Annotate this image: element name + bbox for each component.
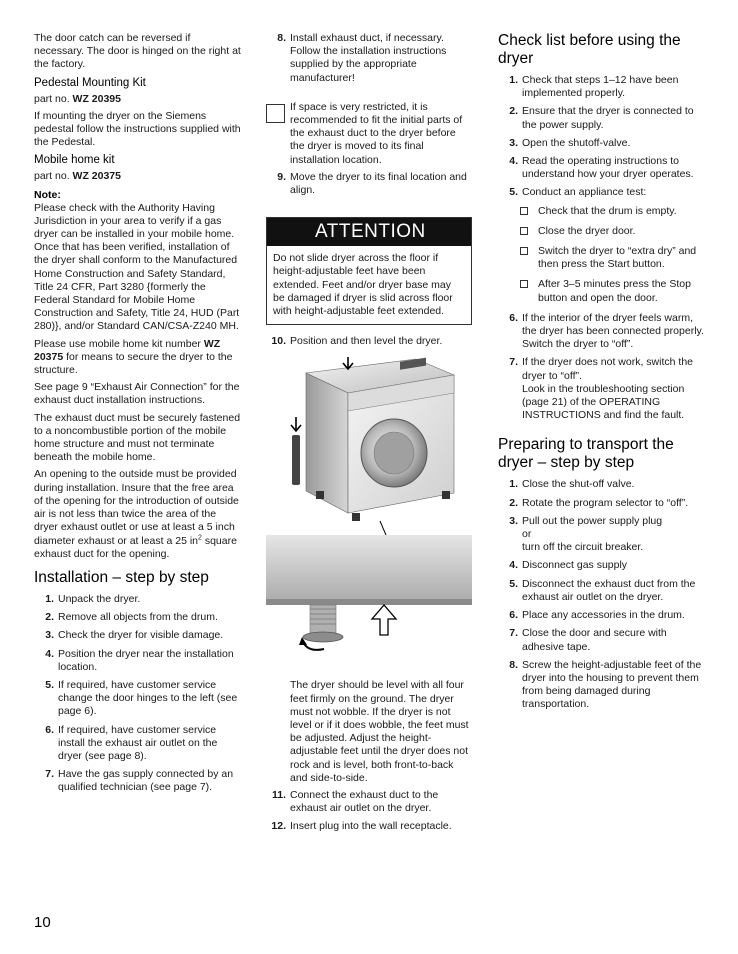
list-item: 4. Disconnect gas supply (509, 559, 628, 572)
list-item: 7. Have the gas supply connected by an qualified technician (see page 7). (45, 768, 234, 794)
dryer-leveling-illustration (266, 353, 472, 673)
checkbox-item: Check that the drum is empty. (498, 205, 706, 218)
list-item: 3. Pull out the power supply plug or turn off the circuit breaker. (509, 514, 663, 554)
attention-title: ATTENTION (267, 218, 471, 246)
closeup-dryer-base (266, 535, 472, 605)
left-column (34, 32, 242, 800)
dryer-side (306, 373, 348, 513)
transport-steps (498, 478, 706, 711)
list-item: 9. Move the dryer to its final location and align. (277, 170, 467, 197)
list-item: 1. Check that steps 1–12 have been implemented properly. (509, 74, 679, 100)
checkbox-item: After 3–5 minutes press the Stop button and open the door. (498, 278, 706, 304)
step-10-list (266, 335, 472, 348)
checkbox-square-icon (520, 280, 528, 288)
right-column (498, 32, 706, 717)
list-item: 7. If the dryer does not work, switch the dryer to “off”. Look in the troubleshooting section (page 21) of the OPERATING INSTRUCTIONS and find the fault. (509, 356, 693, 422)
list-item: 12. Insert plug into the wall receptacle. (271, 820, 452, 833)
level-text: The dryer should be level with all four feet firmly on the ground. The dryer must not wobble. If the dryer is not level or if it does wobble, the feet must be adjusted. Adjust the height-adjustable feet until the dryer does not rock and is level, both front-to-back and side-to-side. (290, 679, 469, 784)
list-item: 8. Install exhaust duct, if necessary. Follow the installation instructions supplied by the appropriate manufacturer! (277, 32, 447, 84)
checkbox-square-icon (520, 227, 528, 235)
checklist-steps (498, 74, 706, 200)
mobile-home-heading: Mobile home kit (34, 154, 115, 167)
step-9-list (266, 171, 472, 197)
door-catch-text: The door catch can be reversed if necessary. The door is hinged on the right at the factory. (34, 32, 241, 71)
list-item: 5. Disconnect the exhaust duct from the exhaust air outlet on the dryer. (509, 577, 696, 603)
pedestal-heading: Pedestal Mounting Kit (34, 76, 146, 89)
list-item: 4. Read the operating instructions to understand how your dryer operates. (509, 155, 694, 181)
checkbox-item: Switch the dryer to “extra dry” and then press the Start button. (498, 245, 706, 271)
spirit-level-icon (292, 435, 300, 485)
list-item: 4. Position the dryer near the installation location. (45, 647, 234, 673)
note-square-icon (266, 104, 285, 123)
installation-steps (34, 593, 242, 795)
list-item: 2. Rotate the program selector to “off”. (509, 496, 689, 509)
opening-text: An opening to the outside must be provided during installation. Insure that the free area of the opening for the introduction of outside air is not less than twice the area of the dryer exhaust outlet or use at least a 5 inch diameter exhaust or at least a 25 $in^2$ square exhaust duct for the opening. (34, 468, 239, 560)
note-label: Note: (34, 188, 61, 201)
checkbox-square-icon (520, 207, 528, 215)
transport-heading: Preparing to transport the dryer – step by step (498, 436, 674, 472)
list-item: 1. Unpack the dryer. (45, 592, 141, 605)
foot-icon (352, 513, 360, 521)
list-item: 6. If required, have customer service install the exhaust air outlet on the dryer (see page 8). (45, 723, 218, 762)
checklist-steps-cont (498, 312, 706, 423)
see-page-text: See page 9 “Exhaust Air Connection” for the exhaust duct installation instructions. (34, 381, 240, 407)
list-item: 5. Conduct an appliance test: (509, 186, 647, 199)
steps-8-9 (266, 32, 472, 85)
space-note: If space is very restricted, it is recommended to fit the initial parts of the exhaust duct to the dryer before the dryer is moved to its final installation location. (290, 100, 463, 166)
middle-column (266, 32, 472, 839)
list-item: 3. Check the dryer for visible damage. (45, 629, 224, 642)
installation-heading: Installation – step by step (34, 568, 209, 586)
list-item: 3. Open the shutoff-valve. (509, 136, 631, 149)
note-text: Please check with the Authority Having Jurisdiction in your area to verify if a gas dryer can be installed in your mobile home. Once that has been verified, installation of the dryer shall conform to the Manufactured Home Construction and Safety Standard, Title 24 CFR, Part 3280 {formerly the Federal Standard for Mobile Home Construction and Safety, Title 24, HUD (Part 280)}, and/or Standard CAN/CSA-Z240 MH. (34, 201, 240, 333)
list-item: 2. Ensure that the dryer is connected to the power supply. (509, 105, 694, 131)
list-item: 8. Screw the height-adjustable feet of the dryer into the housing to prevent them from being damaged during transportation. (509, 658, 702, 711)
mobile-part: part no. WZ 20375 (34, 170, 121, 183)
duct-text: The exhaust duct must be securely fastened to a noncombustible portion of the mobile home structure and must not terminate beneath the mobile home. (34, 411, 241, 464)
pedestal-part: part no. WZ 20395 (34, 92, 121, 105)
list-item: 6. If the interior of the dryer feels warm, the dryer has been connected properly. Switch the dryer to “off”. (509, 311, 704, 351)
list-item: 5. If required, have customer service change the door hinges to the left (see page 6). (45, 678, 238, 718)
list-item: 2. Remove all objects from the drum. (45, 611, 218, 624)
list-item: 7. Close the door and secure with adhesive tape. (509, 627, 667, 653)
pedestal-text: If mounting the dryer on the Siemens pedestal follow the instructions supplied with the Pedestal. (34, 109, 241, 149)
foot-icon (316, 491, 324, 499)
list-item: 10. Position and then level the dryer. (271, 335, 443, 348)
checklist-heading: Check list before using the dryer (498, 32, 681, 67)
checkbox-square-icon (520, 247, 528, 255)
list-item: 11. Connect the exhaust duct to the exhaust air outlet on the dryer. (271, 789, 439, 815)
kit-text: Please use mobile home kit number WZ 20375 for means to secure the dryer to the structure. (34, 337, 233, 377)
foot-icon (442, 491, 450, 499)
steps-11-12 (266, 789, 472, 834)
list-item: 1. Close the shut-off valve. (509, 478, 635, 491)
appliance-test-items (498, 205, 706, 305)
checkbox-item: Close the dryer door. (498, 225, 706, 238)
page-number: 10 (34, 914, 51, 931)
attention-box (266, 217, 472, 325)
list-item: 6. Place any accessories in the drum. (509, 609, 685, 622)
attention-text: Do not slide dryer across the floor if height-adjustable feet have been extended. Feet and/or dryer base may be damaged if dryer is slid across floor with height-adjustable feet extended. (273, 252, 453, 318)
